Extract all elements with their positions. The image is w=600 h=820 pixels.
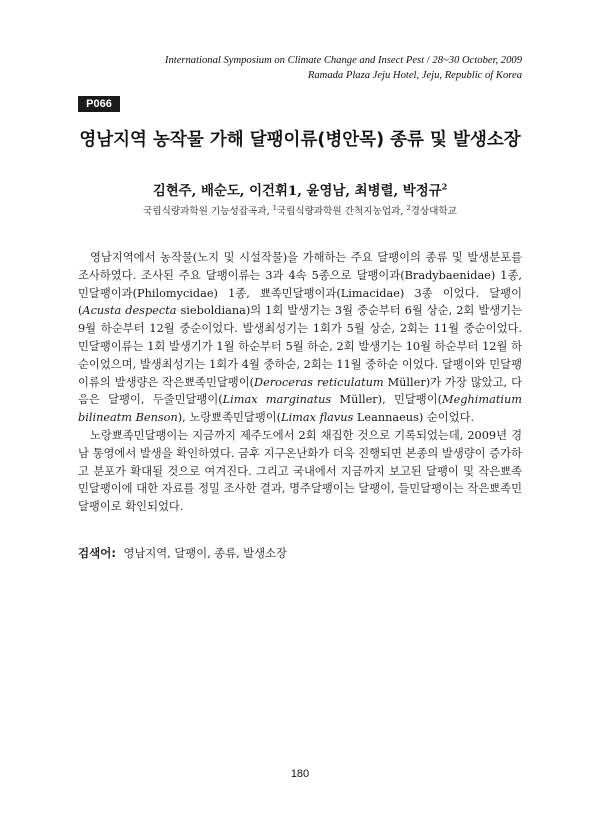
species-name: Deroceras reticulatum <box>254 375 384 389</box>
species-name: Acusta despecta <box>82 304 177 318</box>
abstract-text-segment: ), 노랑뾰족민달팽이( <box>177 411 282 425</box>
page-number: 180 <box>290 768 310 780</box>
affiliation-list <box>0 203 600 217</box>
abstract-text-segment: Leannaeus) 순이었다. <box>353 411 475 425</box>
conference-name: International Symposium on Climate Change and Insect Pest <box>164 55 425 66</box>
paper-title: 영남지역 농작물 가해 달팽이류(병안목) 종류 및 발생소장 <box>79 130 521 150</box>
abstract-text-segment: sieboldiana)의 1회 발생기는 3월 중순부터 6월 상순, 2회 발생기는 9월 하순부터 12월 중순이었다. 발생최성기는 1회가 5월 상순, 2회는 11월 중순이었다. 민달팽이류는 1회 발생기가 1월 하순부터 5월 하순, 2회 발생기는 10월 하순부터 12월 하순이었으며, 발생최성기는 1회가 4월 중하순, 2회는 11월 중하순 이었다. 달팽이와 민달팽이류의 발생량은 작은뾰족민달팽이( <box>78 304 522 389</box>
author-names: 김현주, 배순도, 이건휘1, 윤영남, 최병렬, 박정규 <box>152 183 442 199</box>
conference-venue: Ramada Plaza Jeju Hotel, Jeju, Republic of Korea <box>307 70 522 81</box>
conference-header <box>165 53 522 83</box>
author-affiliation-marker: 2 <box>441 181 448 192</box>
header-separator: / <box>424 55 433 66</box>
abstract-paragraph-2: 노랑뾰족민달팽이는 지금까지 제주도에서 2회 채집한 것으로 기록되었는데, 2009년 경남 통영에서 발생을 확인하였다. 금후 지구온난화가 더욱 진행되면 본종의 발생량이 증가하고 분포가 확대될 것으로 여겨진다. 그리고 국내에서 지금까지 보고된 달팽이 및 작은뾰족민달팽이에 대한 자료를 정밀 조사한 결과, 명주달팽이는 달팽이, 들민달팽이는 작은뾰족민달팽이로 확인되었다. <box>78 428 522 514</box>
keywords-label: 검색어: <box>78 546 116 560</box>
affiliation-1-marker: 1 <box>272 203 277 212</box>
conference-date: 28~30 October, 2009 <box>432 55 522 66</box>
abstract-text-segment: Müller)가 가장 많았고, 다음은 달팽이, 두줄민달팽이( <box>78 375 522 407</box>
poster-id-badge: P066 <box>78 96 120 112</box>
affiliation-2-marker: 2 <box>406 203 411 212</box>
conference-header-line1 <box>165 53 522 68</box>
author-list <box>0 180 600 199</box>
abstract <box>78 249 522 516</box>
keywords <box>78 545 522 561</box>
affiliation-2: 경상대학교 <box>410 206 457 217</box>
species-name: Limax flavus <box>281 411 354 425</box>
abstract-text-segment: Müller), 민달팽이( <box>331 393 443 407</box>
keywords-value: 영남지역, 달팽이, 종류, 발생소장 <box>123 547 287 560</box>
affiliation-1: 국립식량과학원 간척지농업과, <box>276 206 407 217</box>
abstract-paragraph-1 <box>78 249 522 427</box>
species-name: Limax marginatus <box>222 393 332 407</box>
affiliation-0: 국립식량과학원 기능성잡곡과, <box>143 206 273 217</box>
species-name: Meghimatium bilineatm Benson <box>78 393 522 425</box>
abstract-text-segment: 영남지역에서 농작물(노지 및 시설작물)을 가해하는 주요 달팽이의 종류 및 발생분포를 조사하였다. 조사된 주요 달팽이류는 3과 4속 5종으로 달팽이과(Bradybaenidae) 1종, 민달팽이과(Philomycidae) 1종, 뾰족민달팽이과(Limacidae) 3종 이었다. 달팽이( <box>78 251 522 318</box>
